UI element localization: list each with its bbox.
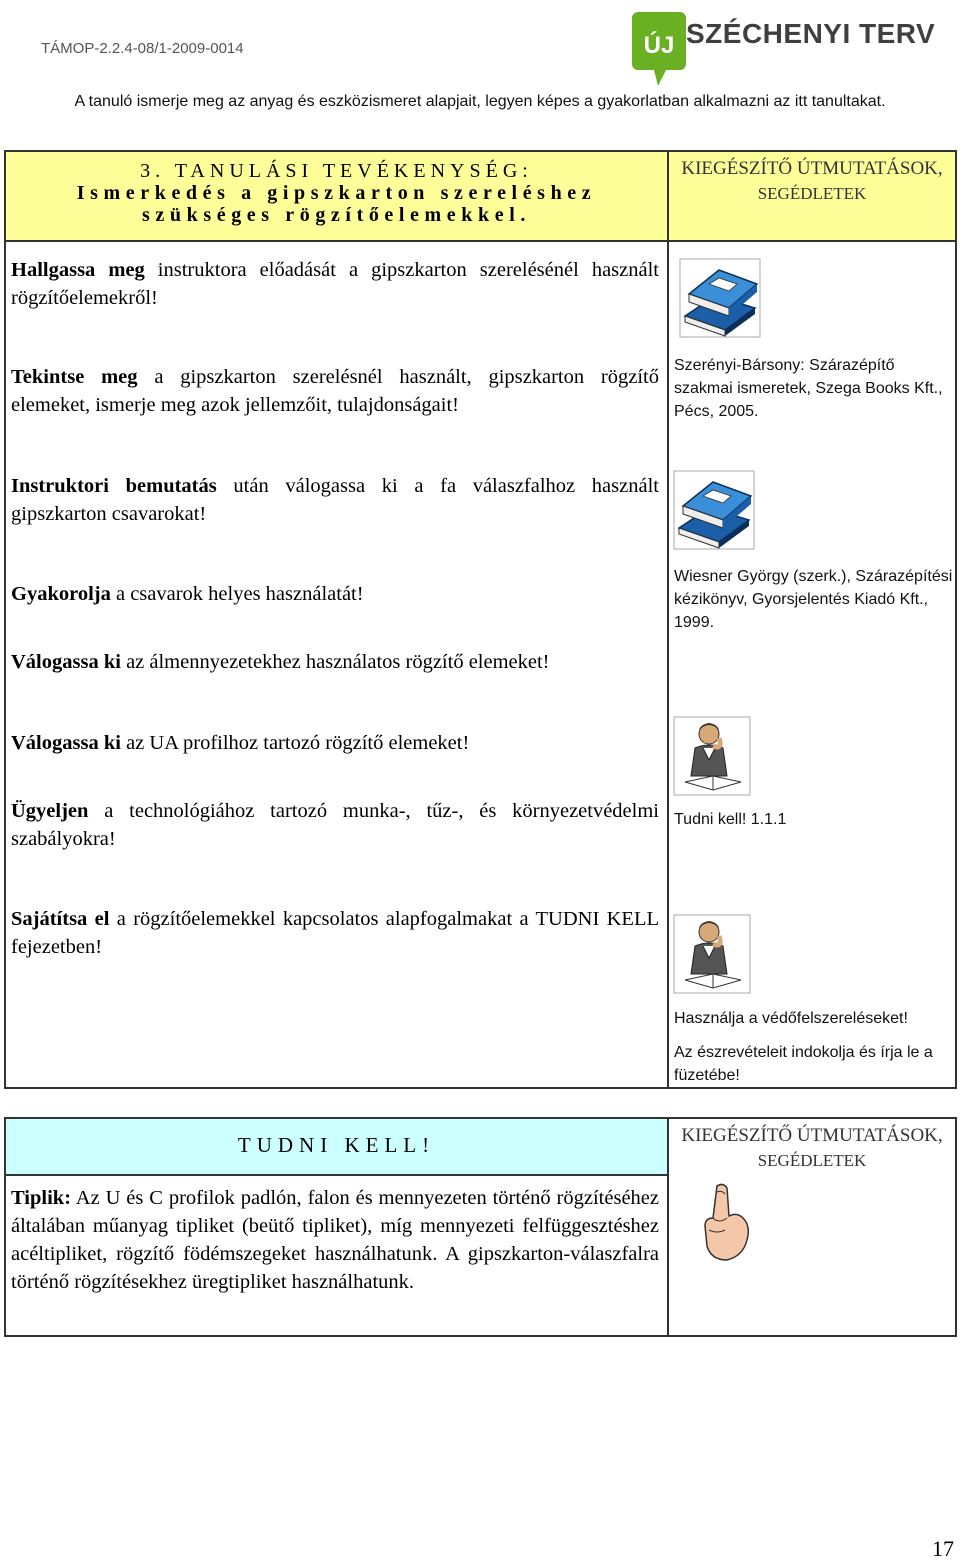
svg-text:ÚJ: ÚJ bbox=[643, 32, 675, 59]
book-icon bbox=[679, 258, 761, 338]
side-heading: SEGÉDLETEK bbox=[757, 1151, 867, 1170]
instruction-paragraph: Sajátítsa el a rögzítőelemekkel kapcsolatos alapfogalmakat a TUDNI KELL fejezetben! bbox=[11, 908, 659, 958]
task-title-line: Ismerkedés a gipszkarton szereléshez bbox=[76, 182, 597, 204]
side-heading: SEGÉDLETEK bbox=[757, 184, 867, 203]
reference-text: Használja a védőfelszereléseket! bbox=[674, 1010, 908, 1027]
learning-goal: A tanuló ismerje meg az anyag és eszközismeret alapjait, legyen képes a gyakorlatban alkalmazni az itt tanultakat. bbox=[74, 93, 886, 110]
side-header-cell bbox=[668, 151, 956, 241]
task-header-cell bbox=[5, 151, 668, 241]
instruction-paragraph: Instruktori bemutatás után válogassa ki a fa válaszfalhoz használt gipszkarton csavarokat! bbox=[11, 475, 659, 525]
logo-text: SZÉCHENYI TERV bbox=[686, 18, 936, 49]
reference-text: Tudni kell! 1.1.1 bbox=[674, 811, 787, 828]
side-heading: KIEGÉSZÍTŐ ÚTMUTATÁSOK, bbox=[681, 1125, 943, 1146]
page-number: 17 bbox=[932, 1536, 954, 1561]
instruction-paragraph: Hallgassa meg instruktora előadását a gipszkarton szerelésénél használt rögzítőelemekről! bbox=[11, 259, 659, 309]
task-title-line: szükséges rögzítőelemekkel. bbox=[142, 204, 531, 226]
book-icon bbox=[673, 470, 755, 550]
tudni-title: TUDNI KELL! bbox=[237, 1133, 436, 1157]
instruction-paragraph: Tekintse meg a gipszkarton szerelésnél használt, gipszkarton rögzítő elemeket, ismerje meg azok jellemzőit, tulajdonságait! bbox=[11, 366, 659, 416]
thinking-man-icon bbox=[673, 914, 751, 994]
reference-text: Szerényi-Bársony: Szárazépítő szakmai ismeretek, Szega Books Kft., Pécs, 2005. bbox=[674, 357, 943, 420]
pointing-finger-icon bbox=[697, 1182, 753, 1262]
tudni-header-cell bbox=[5, 1118, 668, 1175]
instruction-paragraph: Ügyeljen a technológiához tartozó munka-, tűz-, és környezetvédelmi szabályokra! bbox=[11, 800, 659, 850]
side-heading: KIEGÉSZÍTŐ ÚTMUTATÁSOK, bbox=[681, 158, 943, 179]
reference-text: Wiesner György (szerk.), Szárazépítési kézikönyv, Gyorsjelentés Kiadó Kft., 1999. bbox=[674, 568, 953, 631]
task-number: 3. TANULÁSI TEVÉKENYSÉG: bbox=[140, 160, 533, 182]
reference-text: Az észrevételeit indokolja és írja le a füzetébe! bbox=[674, 1044, 933, 1084]
instruction-paragraph: Válogassa ki az álmennyezetekhez használatos rögzítő elemeket! bbox=[11, 651, 550, 673]
instruction-paragraph: Válogassa ki az UA profilhoz tartozó rögzítő elemeket! bbox=[11, 732, 470, 754]
tudni-paragraph: Tiplik: Az U és C profilok padlón, falon és mennyezeten történő rögzítéséhez általában műanyag tipliket (beütő tipliket), míg mennyezeti felfüggesztéshez acéltipliket, rögzítő födémszegeket használhatunk. A gipszkarton-válaszfalra történő rögzítésekhez üregtipliket használhatunk. bbox=[11, 1187, 659, 1293]
thinking-man-icon bbox=[673, 716, 751, 796]
instruction-paragraph: Gyakorolja a csavarok helyes használatát! bbox=[11, 583, 364, 605]
project-code: TÁMOP-2.2.4-08/1-2009-0014 bbox=[41, 40, 244, 57]
